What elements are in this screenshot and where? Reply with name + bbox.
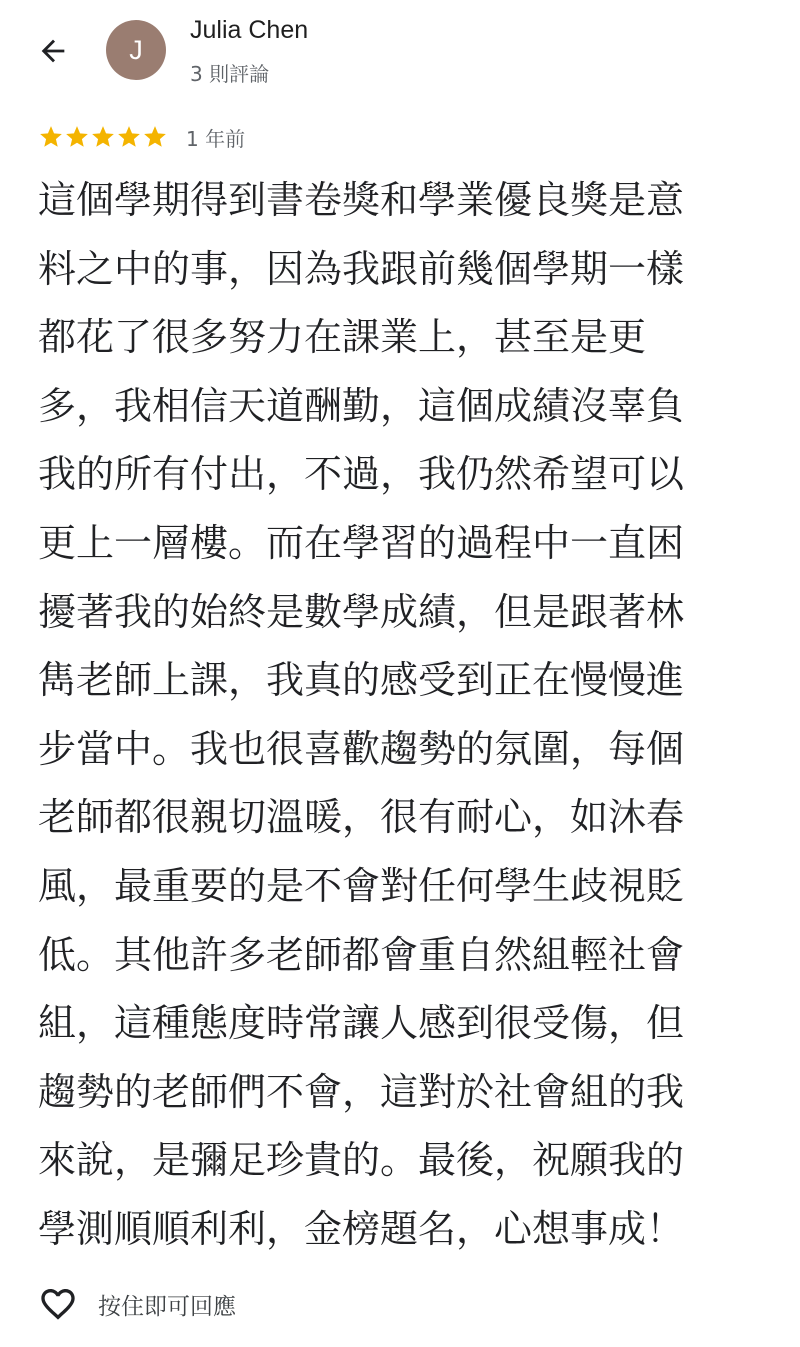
reply-label: 按住即可回應	[98, 1293, 236, 1320]
user-name[interactable]: Julia Chen	[190, 16, 309, 44]
star-rating	[38, 124, 168, 150]
review-text-line: 來說，是彌足珍貴的。最後，祝願我的	[38, 1138, 685, 1183]
star-icon	[64, 124, 90, 150]
star-icon	[116, 124, 142, 150]
star-icon	[142, 124, 168, 150]
review-text-line: 更上一層樓。而在學習的過程中一直困	[38, 520, 685, 565]
back-button[interactable]	[30, 28, 76, 74]
review-count: 3 則評論	[190, 62, 270, 86]
review-header	[0, 0, 800, 110]
review-text	[38, 166, 764, 1264]
star-icon	[90, 124, 116, 150]
review-text-line: 擾著我的始終是數學成績，但是跟著林	[38, 589, 685, 634]
review-text-line: 趨勢的老師們不會，這對於社會組的我	[38, 1069, 685, 1114]
review-text-line: 低。其他許多老師都會重自然組輕社會	[38, 932, 685, 977]
review-time: 1 年前	[186, 126, 246, 151]
review-text-line: 這個學期得到書卷獎和學業優良獎是意	[38, 178, 685, 222]
review-text-line: 學測順順利利，金榜題名，心想事成！	[38, 1206, 685, 1251]
review-text-line: 風，最重要的是不會對任何學生歧視貶	[38, 863, 685, 908]
avatar-letter: J	[129, 34, 143, 65]
rating-row	[38, 122, 245, 152]
review-text-line: 都花了很多努力在課業上，甚至是更	[38, 315, 647, 360]
reply-action[interactable]	[38, 1280, 236, 1328]
avatar[interactable]	[106, 20, 166, 80]
review-text-line: 雋老師上課，我真的感受到正在慢慢進	[38, 658, 685, 703]
review-text-line: 我的所有付出，不過，我仍然希望可以	[38, 452, 685, 497]
review-text-line: 料之中的事，因為我跟前幾個學期一樣	[38, 246, 685, 291]
review-text-line: 組，這種態度時常讓人感到很受傷，但	[38, 1001, 685, 1046]
review-text-line: 老師都很親切溫暖，很有耐心，如沐春	[38, 795, 685, 840]
heart-outline-icon	[38, 1284, 78, 1324]
arrow-left-icon	[36, 34, 70, 68]
review-text-line: 步當中。我也很喜歡趨勢的氛圍，每個	[38, 726, 685, 771]
review-text-line: 多，我相信天道酬勤，這個成績沒辜負	[38, 383, 685, 428]
star-icon	[38, 124, 64, 150]
